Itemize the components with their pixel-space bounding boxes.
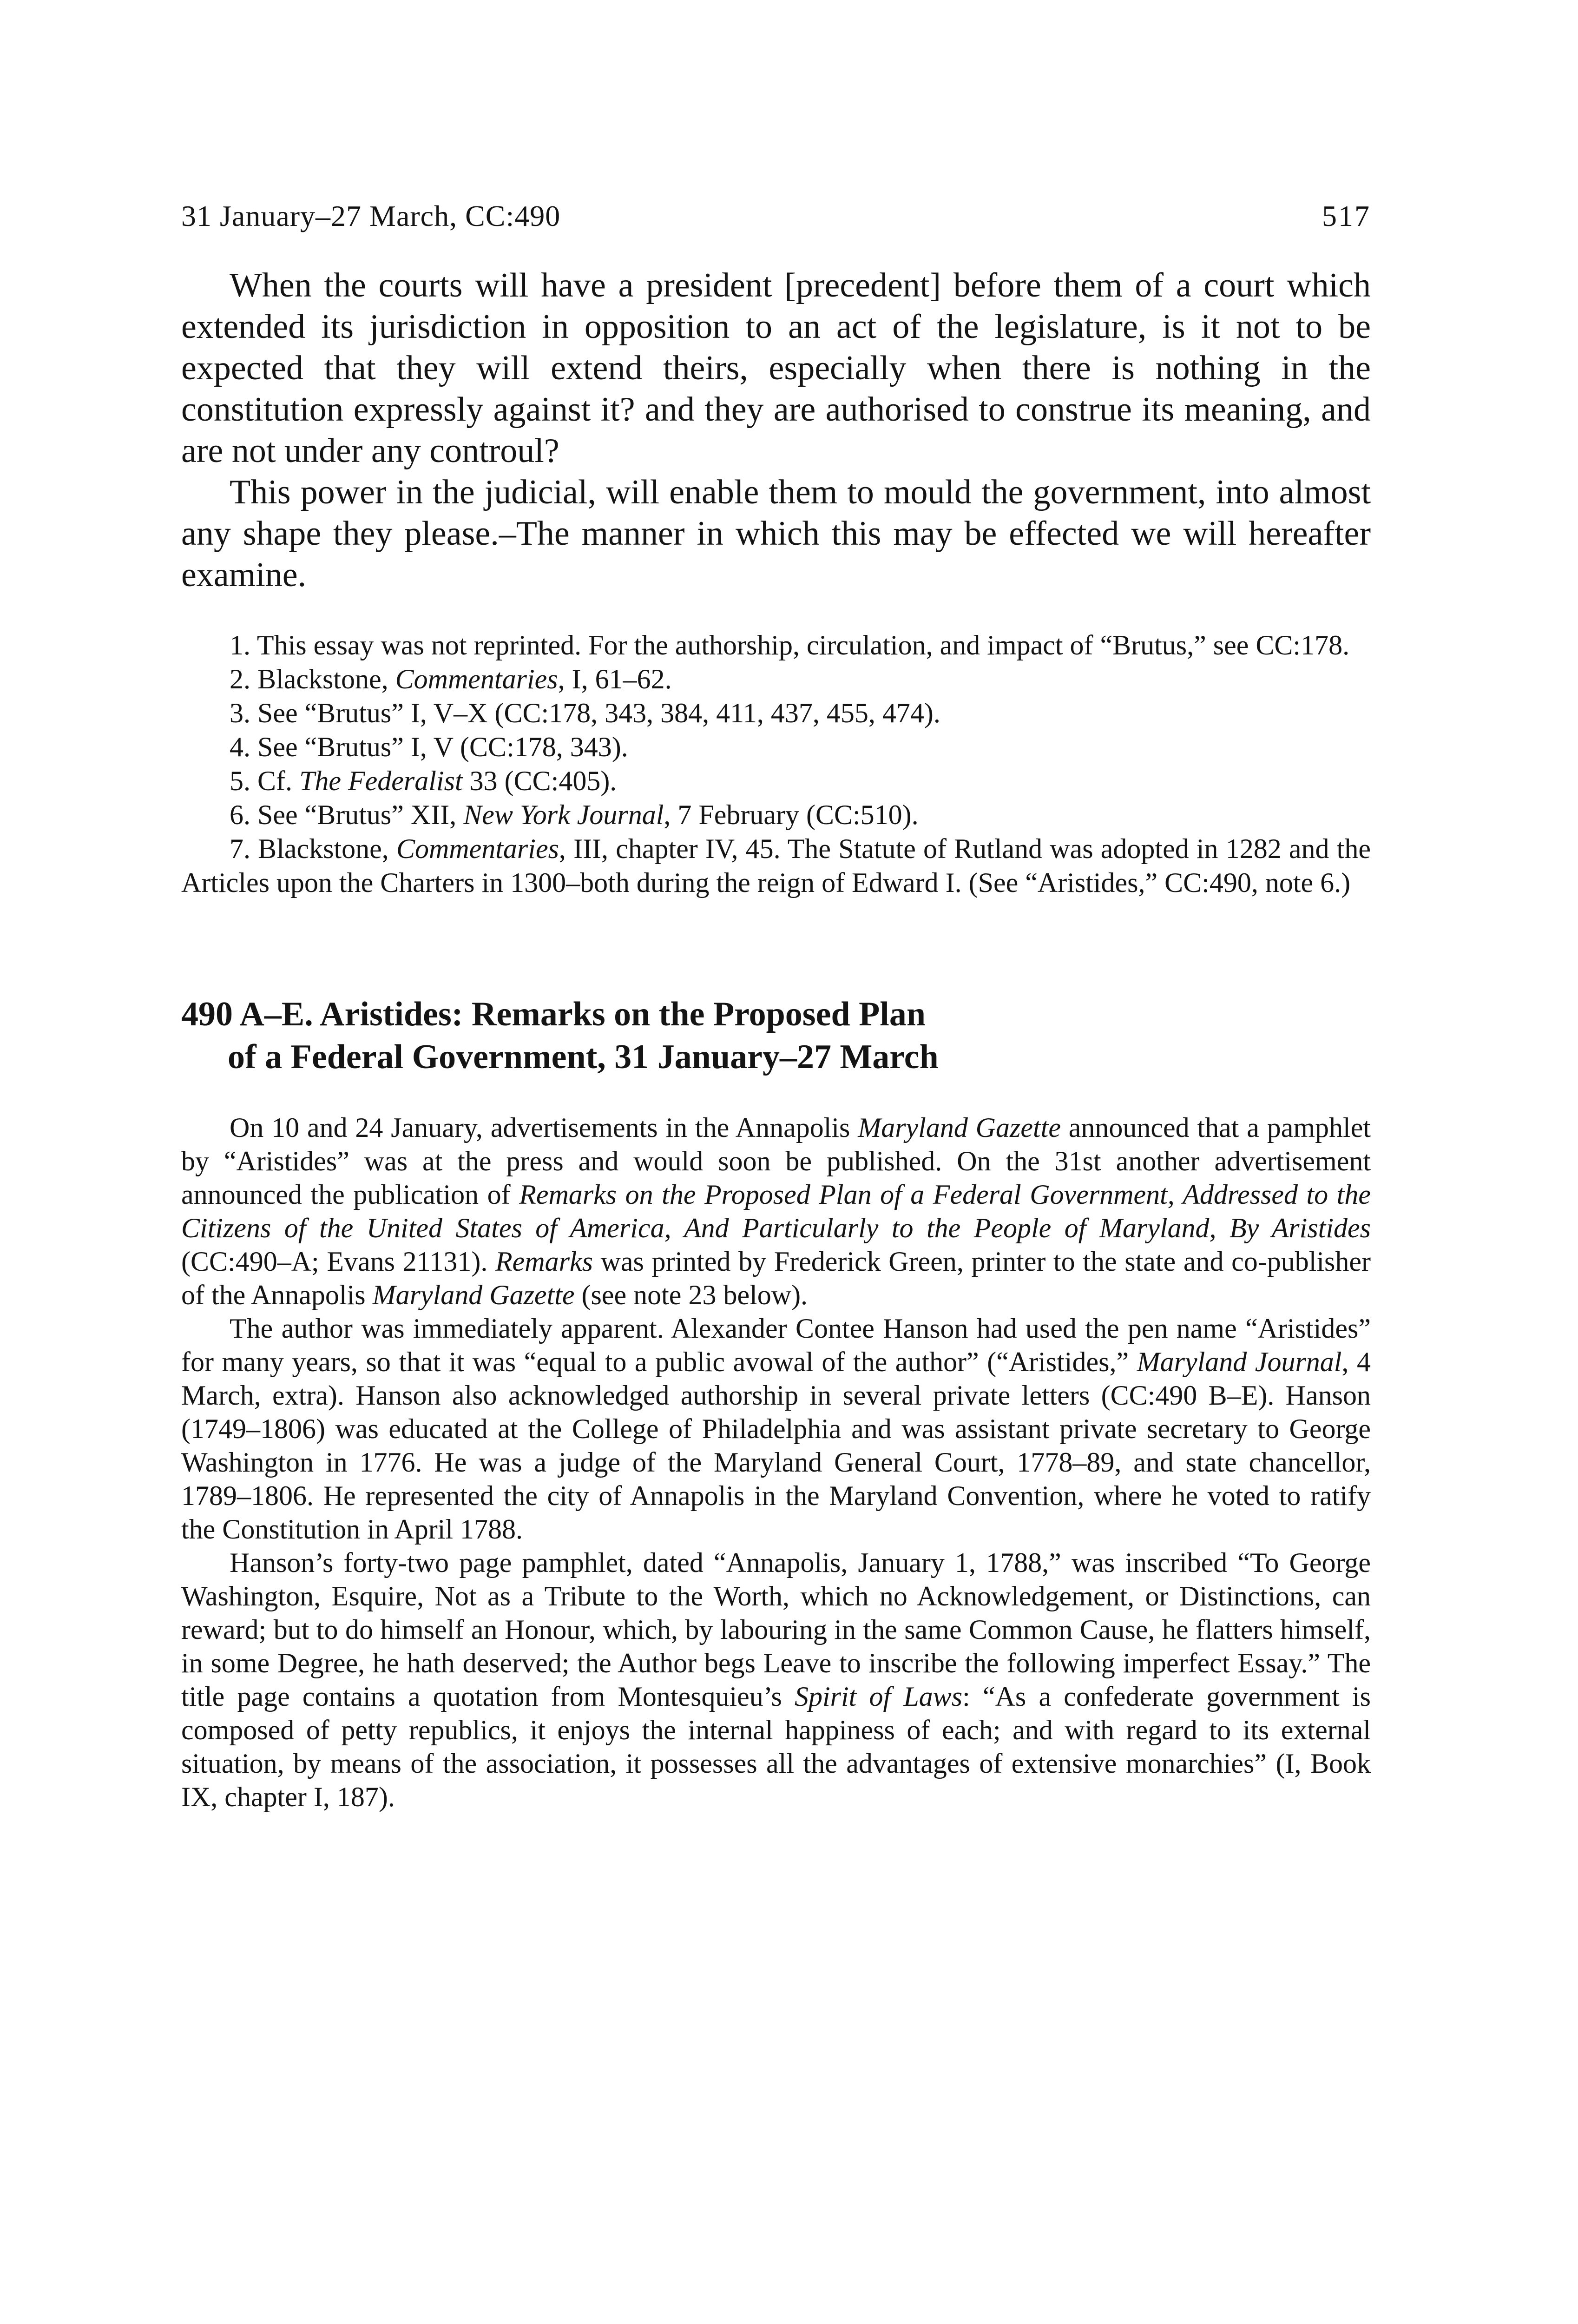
endnote-text: 33 (CC:405). xyxy=(462,766,617,796)
essay-body xyxy=(181,265,1371,596)
endnote-text: 6. See “Brutus” XII, xyxy=(230,799,464,830)
page-number: 517 xyxy=(1322,199,1371,232)
endnote-text: 2. Blackstone, xyxy=(230,664,395,694)
intro-text: : “As a confederate government is composed of petty republics, it enjoys the internal happiness of each; and with regard to its external situation, by means of the association, it possesses all the advantages of extensive monarchies” (I, Book IX, chapter I, 187). xyxy=(181,1681,1371,1812)
intro-italic: Remarks on the Proposed Plan of a Federal Government, Addressed to the Citizens of the United States of America, And Particularly to the People of Maryland, By Aristides xyxy=(181,1179,1371,1243)
intro-italic: Maryland Gazette xyxy=(372,1280,575,1310)
section-heading-line-2: of a Federal Government, 31 January–27 March xyxy=(228,1038,939,1076)
endnote-text: 7. Blackstone, xyxy=(230,833,396,864)
intro-text: (CC:490–A; Evans 21131). xyxy=(181,1246,495,1277)
intro-text: The author was immediately apparent. Alexander Contee Hanson had used the pen name “Aristides” for many years, so that it was “equal to a public avowal of the author” (“Aristides,” xyxy=(181,1313,1371,1377)
intro-text: was printed by Frederick Green, printer to the state and co-publisher of the Annapolis xyxy=(181,1246,1371,1310)
intro-italic: Maryland Journal xyxy=(1137,1347,1342,1377)
intro-text: (see note 23 below). xyxy=(574,1280,808,1310)
endnote-text: 5. Cf. xyxy=(230,766,299,796)
document-page xyxy=(181,195,1371,1814)
endnote: 1. This essay was not reprinted. For the authorship, circulation, and impact of “Brutus,” see CC:178. xyxy=(230,630,1350,660)
endnote-italic: The Federalist xyxy=(299,766,463,796)
endnote-text: , III, chapter IV, 45. The Statute of Rutland was adopted in 1282 and the Articles upon the Charters in 1300–both during the reign of Edward I. (See “Aristides,” CC:490, note 6.) xyxy=(181,833,1371,898)
endnotes xyxy=(181,628,1371,900)
intro-text: Hanson’s forty-two page pamphlet, dated “Annapolis, January 1, 1788,” was inscribed “To George Washington, Esquire, Not as a Tribute to the Worth, which no Acknowledgement, or Distinctions, can reward; but to do himself an Honour, which, by labouring in the same Common Cause, he flatters himself, in some Degree, he hath deserved; the Author begs Leave to inscribe the following imperfect Essay.” The title page contains a quotation from Montesquieu’s xyxy=(181,1547,1371,1712)
intro-text: announced that a pamphlet by “Aristides” was at the press and would soon be published. On the 31st another advertisement announced the publication of xyxy=(181,1112,1371,1210)
endnote xyxy=(181,798,1371,832)
editorial-introduction xyxy=(181,1111,1371,1814)
intro-italic: Spirit of Laws xyxy=(794,1681,963,1712)
endnote-text: , 7 February (CC:510). xyxy=(664,799,919,830)
intro-paragraph xyxy=(181,1312,1371,1546)
running-head xyxy=(181,195,1371,237)
endnote xyxy=(181,764,1371,798)
intro-italic: Remarks xyxy=(495,1246,593,1277)
endnote xyxy=(181,832,1371,900)
endnote xyxy=(181,662,1371,696)
intro-paragraph xyxy=(181,1546,1371,1814)
body-paragraph: When the courts will have a president [precedent] before them of a court which extended its jurisdiction in opposition to an act of the legislature, is it not to be expected that they will extend theirs, especially when there is nothing in the constitution expressly against it? and they are authorised to construe its meaning, and are not under any controul? xyxy=(181,266,1371,470)
intro-italic: Maryland Gazette xyxy=(858,1112,1061,1143)
intro-text: On 10 and 24 January, advertisements in the Annapolis xyxy=(230,1112,858,1143)
section-heading xyxy=(181,993,1371,1078)
section-heading-line-1: 490 A–E. Aristides: Remarks on the Proposed Plan xyxy=(181,995,926,1033)
endnote-italic: Commentaries xyxy=(395,664,558,694)
endnote-italic: Commentaries xyxy=(396,833,559,864)
endnote: 3. See “Brutus” I, V–X (CC:178, 343, 384, 411, 437, 455, 474). xyxy=(230,698,940,728)
endnote-text: , I, 61–62. xyxy=(558,664,672,694)
endnote: 4. See “Brutus” I, V (CC:178, 343). xyxy=(230,732,628,762)
intro-paragraph xyxy=(181,1111,1371,1312)
endnote-italic: New York Journal xyxy=(463,799,664,830)
body-paragraph: This power in the judicial, will enable them to mould the government, into almost any shape they please.–The manner in which this may be effected we will hereafter examine. xyxy=(181,473,1371,594)
intro-text: , 4 March, extra). Hanson also acknowledged authorship in several private letters (CC:490 B–E). Hanson (1749–1806) was educated at the College of Philadelphia and was assistant private secretary to George Washington in 1776. He was a judge of the Maryland General Court, 1778–89, and state chancellor, 1789–1806. He represented the city of Annapolis in the Maryland Convention, where he voted to ratify the Constitution in April 1788. xyxy=(181,1347,1371,1545)
running-head-title: 31 January–27 March, CC:490 xyxy=(181,199,561,232)
